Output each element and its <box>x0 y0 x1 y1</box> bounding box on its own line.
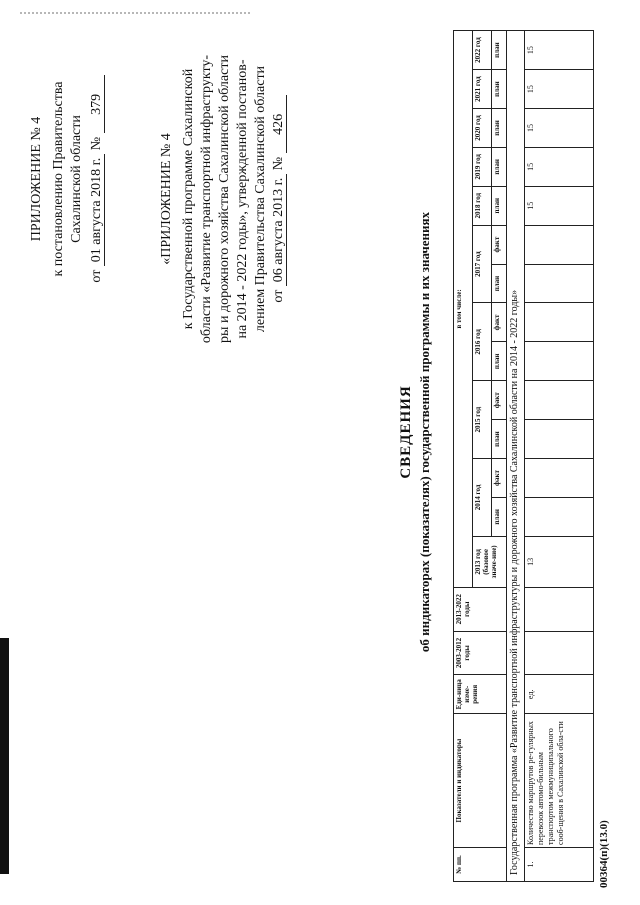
row-unit: ед. <box>525 675 594 714</box>
header-2017-plan: план <box>492 264 507 303</box>
program-number-value: 426 <box>271 95 287 153</box>
appendix-number-value: 379 <box>89 75 105 133</box>
program-header-line-2: области «Развитие транспортной инфраструкту- <box>199 54 214 344</box>
row-2015-fact <box>525 381 594 420</box>
header-2016-plan: план <box>492 342 507 381</box>
scan-noise-dots <box>20 12 250 14</box>
header-2015: 2015 год <box>473 381 492 459</box>
rotated-document-content <box>6 22 626 892</box>
row-2017-fact <box>525 225 594 264</box>
header-2021: 2021 год <box>473 70 492 109</box>
program-number-sign: № <box>271 156 286 171</box>
header-2016: 2016 год <box>473 303 492 381</box>
document-title <box>396 172 434 692</box>
row-2016-plan <box>525 342 594 381</box>
row-name: Количество маршрутов ре-гулярных перевозок автомо-бильным транспортом межмуниципального сооб-щения в Сахалинской обла-сти <box>525 714 594 848</box>
row-2018-plan: 15 <box>525 186 594 225</box>
header-2013-2022: 2013-2022 годы <box>454 587 507 631</box>
appendix-title: ПРИЛОЖЕНИЕ № 4 <box>29 116 44 242</box>
appendix-line-1: к постановлению Правительства <box>51 81 66 277</box>
document-subheading: об индикаторах (показателях) государственной программы и их значениях <box>417 211 432 653</box>
header-in-total: в том числе: <box>454 31 473 588</box>
program-header-title: «ПРИЛОЖЕНИЕ № 4 <box>159 133 174 265</box>
header-2022-plan: план <box>492 31 507 70</box>
row-2013-base: 13 <box>525 536 594 587</box>
program-header-line-3: ры и дорожного хозяйства Сахалинской области <box>217 55 232 343</box>
header-2018-plan: план <box>492 186 507 225</box>
appendix-number-sign: № <box>89 136 104 151</box>
program-date-prefix: от <box>271 289 286 303</box>
header-num: № пп. <box>454 847 507 881</box>
row-num: 1. <box>525 847 594 881</box>
program-header-line-1: к Государственной программе Сахалинской <box>181 68 196 330</box>
header-2017: 2017 год <box>473 225 492 303</box>
row-2017-plan <box>525 264 594 303</box>
table-header-row <box>454 31 473 882</box>
header-2019: 2019 год <box>473 147 492 186</box>
program-date-value: 06 августа 2013 г. <box>271 174 287 286</box>
header-name: Показатели и индикаторы <box>454 714 507 848</box>
row-2021-plan: 15 <box>525 70 594 109</box>
row-2014-plan <box>525 497 594 536</box>
header-2013-base: 2013 год (базовое значе-ние) <box>473 536 507 587</box>
header-2015-plan: план <box>492 420 507 459</box>
row-2013-2022 <box>525 587 594 631</box>
header-2017-fact: факт <box>492 225 507 264</box>
row-2014-fact <box>525 459 594 498</box>
appendix-date-value: 01 августа 2018 г. <box>89 154 105 266</box>
header-2014: 2014 год <box>473 459 492 537</box>
appendix-date-prefix: от <box>89 269 104 283</box>
table-row <box>525 31 594 882</box>
row-2016-fact <box>525 303 594 342</box>
header-2020-plan: план <box>492 109 507 148</box>
footer-code: 00364(п)(13.0) <box>598 820 610 888</box>
program-header-line-5: лением Правительства Сахалинской области <box>253 65 268 333</box>
header-2018: 2018 год <box>473 186 492 225</box>
header-unit: Еди-ница изме-рения <box>454 675 507 714</box>
row-2015-plan <box>525 420 594 459</box>
row-2020-plan: 15 <box>525 109 594 148</box>
program-date-line <box>270 34 288 364</box>
document-heading: СВЕДЕНИЯ <box>398 385 414 479</box>
header-2022: 2022 год <box>473 31 492 70</box>
header-2020: 2020 год <box>473 109 492 148</box>
header-2015-fact: факт <box>492 381 507 420</box>
program-row <box>507 31 525 882</box>
row-2003-2012 <box>525 631 594 675</box>
appendix-header <box>28 44 106 314</box>
row-2019-plan: 15 <box>525 147 594 186</box>
program-row-label: Государственная программа «Развитие транспортной инфраструктуры и дорожного хозяйства Сахалинской области на 2014 - 2022 годы» <box>507 31 525 882</box>
header-2014-plan: план <box>492 497 507 536</box>
row-2022-plan: 15 <box>525 31 594 70</box>
indicators-table <box>453 30 594 882</box>
appendix-line-2: Сахалинской области <box>69 115 84 243</box>
appendix-date-line <box>88 44 106 314</box>
header-2021-plan: план <box>492 70 507 109</box>
header-2003-2012: 2003-2012 годы <box>454 631 507 675</box>
header-2019-plan: план <box>492 147 507 186</box>
program-header <box>158 34 288 364</box>
header-2014-fact: факт <box>492 459 507 498</box>
header-2016-fact: факт <box>492 303 507 342</box>
program-header-line-4: на 2014 - 2022 годы», утвержденной постанов- <box>235 59 250 339</box>
